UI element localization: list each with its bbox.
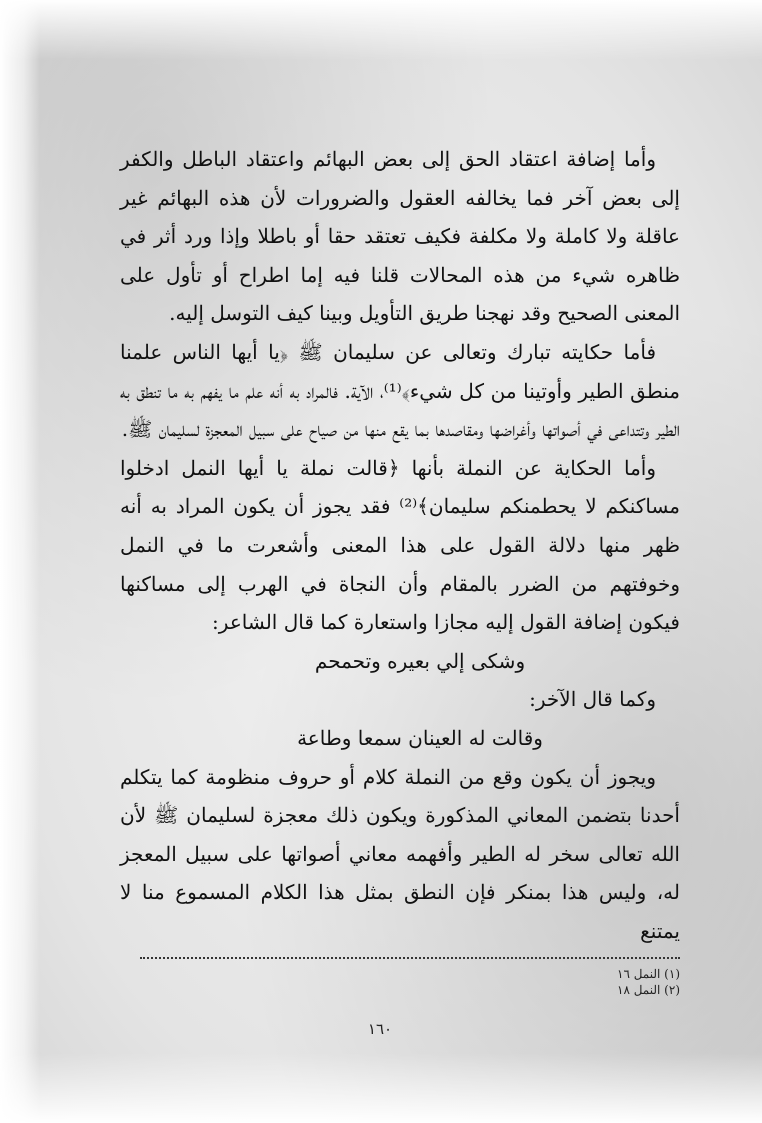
- paragraph-4: ويجوز أن يكون وقع من النملة كلام أو حروف منظومة كما يتكلم أحدنا بتضمن المعاني المذكورة ويكون ذلك معجزة لسليمان ﷺ لأن الله تعالى سخر له الطير وأفهمه معاني أصواتها على سبيل المعجز له، وليس هذا بمنكر فإن النطق بمثل هذا الكلام المسموع منا لا يمتنع: [120, 764, 680, 943]
- verse-line-2: وقالت له العينان سمعا وطاعة: [297, 725, 543, 750]
- paragraph-3: وأما الحكاية عن النملة بأنها ﴿قالت نملة يا أيها النمل ادخلوا مساكنكم لا يحطمنكم سليمان﴾⁽²⁾ فقد يجوز أن يكون المراد به أنه ظهر منها دلالة القول على هذا المعنى وأشعرت ما في النمل وخوفتهم من الضرر بالمقام وأن النجاة في الهرب إلى مساكنها فيكون إضافة القول إليه مجازا واستعارة كما قال الشاعر:: [120, 455, 681, 635]
- page-edge-shadow-top: [0, 0, 762, 60]
- paragraph-2: فأما حكايته تبارك وتعالى عن سليمان ﷺ ﴿يا أيها الناس علمنا منطق الطير وأوتينا من كل شيء﴾⁽¹⁾، الآية. فالمراد به أنه علم ما يفهم به ما تنطق به الطير وتتداعى في أصواتها وأغراضها ومقاصدها بما يقع منها من صياح على سبيل المعجزة لسليمان ﷺ.: [120, 339, 680, 442]
- paragraph-1: وأما إضافة اعتقاد الحق إلى بعض البهائم واعتقاد الباطل والكفر إلى بعض آخر فما يخالفه العقول والضرورات لأن هذه البهائم غير عاقلة ولا كاملة ولا مكلفة فكيف تعتقد حقا أو باطلا وإذا ورد أثر في ظاهره شيء من هذه المحالات قلنا فيه إما اطراح أو تأول على المعنى الصحيح وقد نهجنا طريق التأويل وبينا كيف التوسل إليه.: [120, 147, 680, 326]
- footnote-separator: [140, 957, 680, 959]
- main-text: [120, 140, 680, 950]
- footnote-2: (٢) النمل ١٨: [617, 983, 680, 997]
- page-edge-shadow-bottom: [0, 1053, 762, 1123]
- line-after-verse-1: وكما قال الآخر:: [529, 687, 656, 712]
- footnote-1: (١) النمل ١٦: [617, 967, 680, 981]
- page-number: ١٦٠: [367, 1020, 393, 1038]
- page-edge-shadow-left: [0, 0, 40, 1123]
- verse-line-1: وشكى إلي بعيره وتحمحم: [314, 648, 526, 673]
- footnotes: [540, 966, 680, 998]
